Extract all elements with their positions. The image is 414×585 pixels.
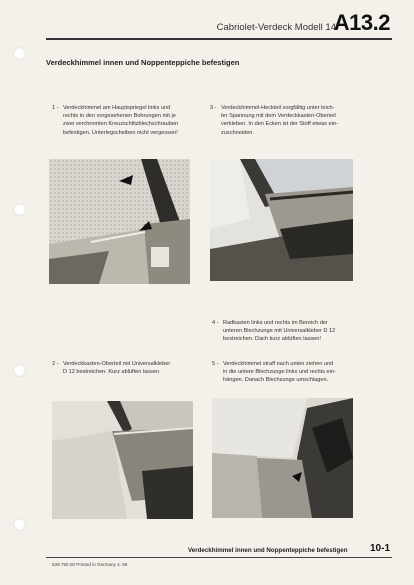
footer-rule xyxy=(46,557,392,558)
header-title: Cabriolet-Verdeck Modell 14 xyxy=(216,22,336,33)
step-line: verkleben. In den Ecken ist der Stoff etwas ein- xyxy=(221,121,338,128)
step-line: zuschneiden. xyxy=(221,129,254,136)
photo-step-5 xyxy=(212,398,353,518)
binder-hole xyxy=(13,203,26,216)
step-line: rechts in den vorgesehenen Bohrungen mit je xyxy=(63,113,176,120)
photo-step-2-image xyxy=(52,401,193,519)
step-line: befestigen. Unterlegscheiben nicht vergessen! xyxy=(63,129,178,136)
step-number: 1 - xyxy=(52,105,59,111)
page-number: 10-1 xyxy=(369,543,390,554)
photo-step-3 xyxy=(210,159,353,281)
step-line: D 12 bestreichen. Kurz ablüften lassen. xyxy=(63,369,161,376)
section-code: A13.2 xyxy=(333,10,390,35)
step-line: zwei verchromten Kreuzschlitzblechschrauben xyxy=(63,121,179,128)
photo-step-1-image xyxy=(49,159,190,284)
step-line: ter Spannung mit dem Verdeckkasten-Oberteil xyxy=(221,113,336,120)
step-number: 4 - xyxy=(212,320,219,326)
step-number: 5 - xyxy=(212,361,219,367)
header-rule xyxy=(46,38,392,40)
photo-step-3-image xyxy=(210,159,353,281)
step-4-text xyxy=(212,319,362,344)
binder-hole xyxy=(13,518,26,531)
photo-step-2 xyxy=(52,401,193,519)
page-title: Verdeckhimmel innen und Noppenteppiche befestigen xyxy=(46,58,240,67)
step-line: hängen. Danach Blechzunge umschlagen. xyxy=(223,377,329,384)
step-line: Radkasten links und rechts im Bereich der xyxy=(223,320,328,326)
step-line: Verdeckkasten-Oberteil mit Universalkleber xyxy=(63,361,171,367)
photo-step-5-image xyxy=(212,398,353,518)
step-line: Verdeckhimmel straff nach unten ziehen und xyxy=(223,361,334,367)
step-line: unteren Blechzunge mit Universalkleber D 12 xyxy=(223,328,336,335)
step-line: Verdeckhimmel am Hauptspriegel links und xyxy=(63,105,171,111)
binder-hole xyxy=(13,47,26,60)
footer-title: Verdeckhimmel innen und Noppenteppiche befestigen xyxy=(188,547,348,554)
step-number: 3 - xyxy=(210,105,217,111)
step-1-text xyxy=(52,104,202,137)
step-2-text xyxy=(52,360,202,376)
step-5-text xyxy=(212,360,362,385)
step-number: 2 - xyxy=(52,361,59,367)
binder-hole xyxy=(13,364,26,377)
step-line: in die untere Blechzunge links und rechts ein- xyxy=(223,369,336,376)
step-line: Verdeckhimmel-Heckteil sorgfältig unter leich- xyxy=(221,105,335,111)
step-3-text xyxy=(210,104,360,137)
photo-step-1 xyxy=(49,159,190,284)
step-line: bestreichen. Dach kurz ablüften lassen! xyxy=(223,336,321,343)
print-info: 539.750.00 Printed in Germany 4. 69 xyxy=(52,562,128,567)
